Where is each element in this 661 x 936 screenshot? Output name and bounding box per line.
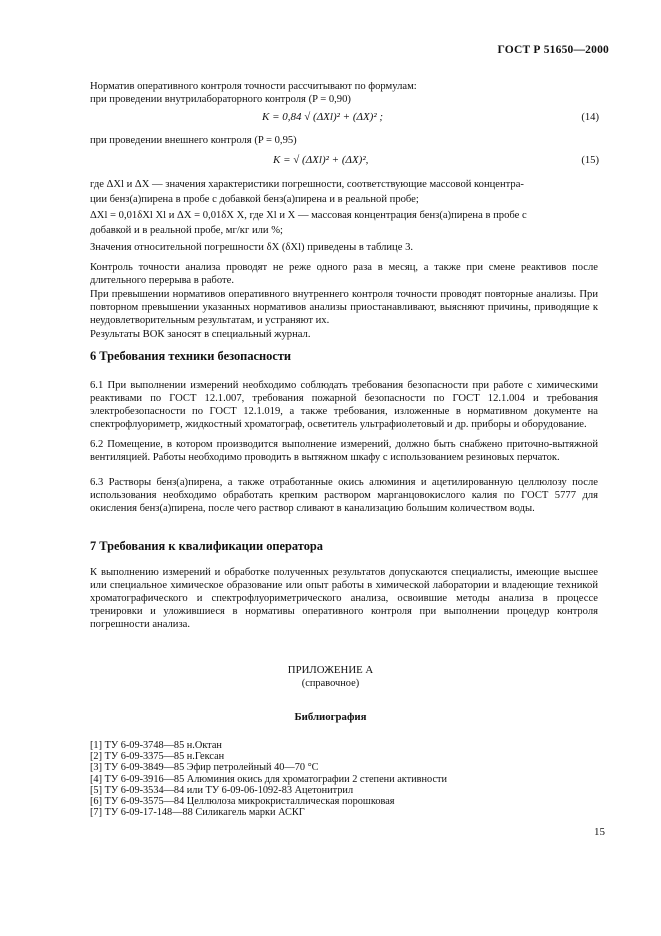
section-7-1: К выполнению измерений и обработке полученных результатов допускаются специалисты, имеющие высшее или специальное химическое образование или опыт работы в химической лаборатории и владеющие техникой хроматографического и спектрофлуориметрического анализа, освоившие методы анализа в процессе тренировки и уложившиеся в нормативы оперативного контроля при выполнении процедур контроля погрешности анализа. [90,567,598,630]
control-paragraph-2: При превышении нормативов оперативного внутреннего контроля точности проводят повторные анализы. При повторном превышении указанных нормативов анализы приостанавливают, выясняют причины, приводящие к неудовлетворительным результатам, и устраняют их. [90,289,598,326]
appendix-title: ПРИЛОЖЕНИЕ А [287,664,374,676]
bibliography-item: [6] ТУ 6-09-3575—84 Целлюлоза микрокристаллическая порошковая [90,796,395,808]
bibliography-item: [3] ТУ 6-09-3849—85 Эфир петролейный 40—70 °С [90,762,319,774]
definition-line-2b: добавкой и в реальной пробе, мг/кг или %; [90,225,283,236]
page-number: 15 [594,826,605,838]
intro-line-3: при проведении внешнего контроля (P = 0,95) [90,135,297,146]
equation-number-15: (15) [581,155,599,166]
section-6-3: 6.3 Растворы бенз(а)пирена, а также отработанные окись алюминия и ацетилированную целлюлозу после использования необходимо обработать крепким раствором марганцовокислого калия по ГОСТ 5777 для окисления бенз(а)пирена, после чего раствор сливают в канализацию большим количеством воды. [90,477,598,514]
bibliography-item: [5] ТУ 6-09-3534—84 или ТУ 6-09-06-1092-83 Ацетонитрил [90,784,354,796]
appendix-subtitle: (справочное) [301,678,360,689]
bibliography-item: [2] ТУ 6-09-3375—85 н.Гексан [90,751,225,763]
equation-number-14: (14) [581,112,599,123]
control-paragraph-1: Контроль точности анализа проводят не реже одного раза в месяц, а также при смене реактивов после длительного перерыва в работе. [90,262,598,286]
section-6-2: 6.2 Помещение, в котором производится выполнение измерений, должно быть снабжено приточно-вытяжной вентиляцией. Работы необходимо проводить в вытяжном шкафу с использованием резиновых перчаток. [90,439,598,463]
definition-line-2a: ΔXl = 0,01δXl Xl и ΔX = 0,01δX X, где Xl и X — массовая концентрация бенз(а)пирена в пробе с [90,210,527,221]
definition-line-1a: где ΔXl и ΔX — значения характеристики погрешности, соответствующие массовой концентра- [90,179,524,190]
bibliography-title: Библиография [294,711,367,723]
bibliography-item: [1] ТУ 6-09-3748—85 н.Октан [90,740,222,751]
section-7-title: 7 Требования к квалификации оператора [90,539,324,553]
bibliography-item: [7] ТУ 6-09-17-148—88 Силикагель марки АСКГ [90,807,305,819]
formula-14: K = 0,84 √ (ΔXl)² + (ΔX)² ; [262,111,384,123]
document-header: ГОСТ Р 51650—2000 [497,44,609,56]
intro-line-2: при проведении внутрилабораторного контроля (P = 0,90) [90,94,351,105]
definition-line-3: Значения относительной погрешности δX (δXl) приведены в таблице 3. [90,242,414,253]
bibliography-list [90,740,447,818]
control-paragraph-3: Результаты ВОК заносят в специальный журнал. [90,329,311,340]
formula-15: K = √ (ΔXl)² + (ΔX)², [273,154,369,166]
intro-line-1: Норматив оперативного контроля точности рассчитывают по формулам: [90,81,417,92]
definition-line-1b: ции бенз(а)пирена в пробе с добавкой бенз(а)пирена и в реальной пробе; [90,194,419,205]
section-6-1: 6.1 При выполнении измерений необходимо соблюдать требования безопасности при работе с химическими реактивами по ГОСТ 12.1.007, требования пожарной безопасности по ГОСТ 12.1.004 и требования электробезопасности по ГОСТ 12.1.019, а также требования, изложенные в нормативном документе на спектрофлуориметр, жидкостный хроматограф, осветитель ультрафиолетовый и др. приборы и оборудование. [90,380,598,430]
section-6-title: 6 Требования техники безопасности [90,349,292,363]
bibliography-item: [4] ТУ 6-09-3916—85 Алюминия окись для хроматографии 2 степени активности [90,773,448,785]
